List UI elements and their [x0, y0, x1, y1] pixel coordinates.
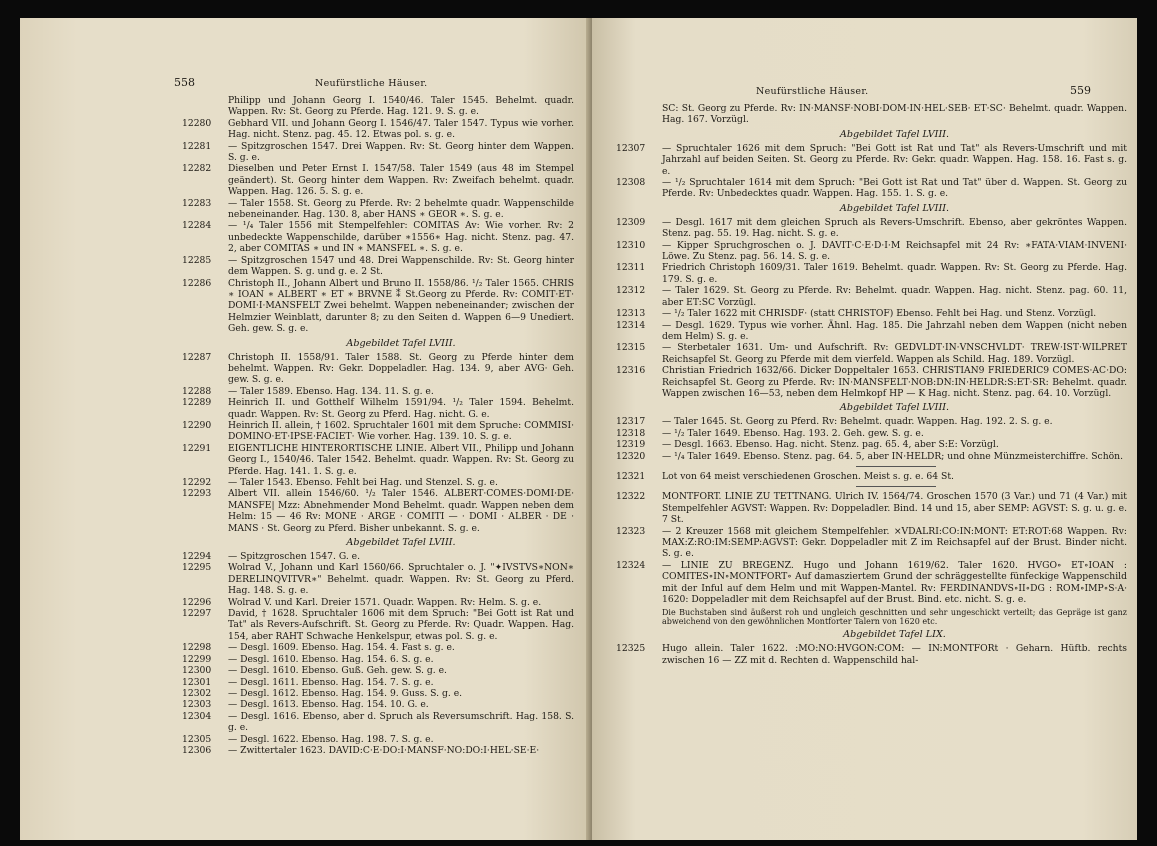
right-running-head: Neufürstliche Häuser. [756, 86, 869, 97]
catalog-entry [182, 141, 574, 164]
catalog-entry [182, 255, 574, 278]
catalog-entry [182, 699, 574, 710]
entry-number: 12289 [182, 397, 212, 409]
entry-number: 12292 [182, 477, 212, 488]
entry-number: 12298 [182, 642, 212, 654]
entry-text: Friedrich Christoph 1609/31. Taler 1619. Behelmt. quadr. Wappen. Rv: St. Georg zu Pferde. Hag. 179. S. g. e. [662, 262, 1127, 285]
right-page-header [616, 76, 1127, 97]
entry-number: 12324 [616, 559, 646, 571]
entry-number: 12296 [182, 596, 212, 608]
entry-number: 12311 [616, 262, 646, 274]
entry-number: 12305 [182, 733, 212, 745]
entry-number: 12314 [616, 319, 646, 331]
entry-number: 12281 [182, 140, 212, 152]
entry-text: — ¹/₂ Taler 1622 mit CHRISDF· (statt CHRISTOF) Ebenso. Fehlt bei Hag. und Stenz. Vorzügl. [662, 308, 1097, 320]
entry-number: 12302 [182, 687, 212, 699]
right-caption-1: Abgebildet Tafel LVIII. [839, 128, 950, 140]
right-entries-group-6 [616, 643, 1127, 666]
catalog-entry [616, 491, 1127, 525]
entry-text: Gebhard VII. und Johann Georg I. 1546/47. Taler 1547. Typus wie vorher. Hag. nicht. Stenz. pag. 45. 12. Etwas pol. s. g. e. [228, 117, 574, 141]
entry-text: — LINIE ZU BREGENZ. Hugo und Johann 1619/62. Taler 1620. HVGO∘ ET∘IOAN : COMITES∘IN∘MONTFORT∘ Auf damasziertem Grund der schräggestellte fünfeckige Wappenschild mit der Inful auf dem Helm und mit Wappen-Mantel. Rv: FERDINANDVS∘II∘DG : ROM∘IMP∘S·A· 1620: Doppeladler mit dem Reichsapfel auf der Brust. Bind. etc. nicht. S. g. e. [662, 559, 1127, 606]
catalog-entry [616, 439, 1127, 450]
entry-text: Christoph II., Johann Albert und Bruno II. 1558/86. ¹/₂ Taler 1565. CHRIS ∗ IOAN ∗ ALBERT ∗ ET ∗ BRVNE ⁑ St.Georg zu Pferde. Rv: COMIT·ET· DOMI·I·MANSFELT Zwei behelmt. Wappen nebeneinander; zwischen der Helmzier Weinblatt, darunter 8; zu den Seiten d. Wappen 6—9 Unediert. Geh. gew. S. g. e. [228, 277, 574, 335]
entry-text: — Desgl. 1629. Typus wie vorher. Ähnl. Hag. 185. Die Jahrzahl neben dem Wappen (nicht neben dem Helm) S. g. e. [662, 319, 1127, 342]
entry-text: — Sterbetaler 1631. Um- und Aufschrift. Rv: GEDVLDT·IN·VNSCHVLDT· TREW·IST·WILPRET Reichsapfel St. Georg zu Pferde mit dem vierfeld. Wappen als Schild. Hag. 189. Vorzügl. [662, 342, 1127, 365]
entry-number: 12310 [616, 239, 646, 251]
entry-number: 12284 [182, 220, 212, 232]
entry-number: 12312 [616, 285, 646, 297]
entry-text: — Desgl. 1610. Ebenso. Hag. 154. 6. S. g. e. [228, 653, 434, 665]
entry-text: — Desgl. 1613. Ebenso. Hag. 154. 10. G. e. [228, 699, 429, 711]
entry-number: 12299 [182, 653, 212, 665]
catalog-entry [616, 643, 1127, 666]
entry-text: — Desgl. 1610. Ebenso. Guß. Geh. gew. S. g. e. [228, 665, 447, 677]
entry-number: 12313 [616, 308, 646, 320]
catalog-entry [616, 526, 1127, 560]
catalog-entry [616, 416, 1127, 427]
entry-text: Heinrich II. und Gotthelf Wilhelm 1591/94. ¹/₂ Taler 1594. Behelmt. quadr. Wappen. Rv: St. Georg zu Pferd. Hag. nicht. G. e. [228, 397, 574, 420]
entry-text: — Taler 1645. St. Georg zu Pferd. Rv: Behelmt. quadr. Wappen. Hag. 192. 2. S. g. e. [662, 416, 1053, 428]
entry-number: 12320 [616, 450, 646, 462]
entry-text: — Zwittertaler 1623. DAVID:C·E·DO:I·MANSF·NO:DO:I·HEL·SE·E· [228, 744, 540, 756]
catalog-entry [616, 320, 1127, 343]
entry-number: 12286 [182, 277, 212, 289]
entry-text: Albert VII. allein 1546/60. ¹/₂ Taler 1546. ALBERT·COMES·DOMI·DE· MANSFE| Mzz: Abnehmender Mond Behelmt. quadr. Wappen neben dem Helm: 15 — 46 Rv: MONE · ARGE · COMITI — · DOMI · ALBER · DE · MANS · St. Georg zu Pferd. Bisher unbekannt. S. g. e. [228, 488, 574, 534]
catalog-entry [182, 420, 574, 443]
entry-number: 12323 [616, 525, 646, 537]
entry-number: 12304 [182, 710, 212, 722]
catalog-entry [182, 711, 574, 734]
catalog-entry [616, 285, 1127, 308]
catalog-entry [616, 451, 1127, 462]
catalog-entry [182, 642, 574, 653]
catalog-entry [182, 163, 574, 197]
entry-number: 12309 [616, 216, 646, 228]
entry-text: EIGENTLICHE HINTERORTISCHE LINIE. Albert VII., Philipp und Johann Georg I., 1540/46. Taler 1542. Behelmt. quadr. Wappen. Rv: St. Georg zu Pferde. Hag. 141. 1. S. g. e. [228, 442, 574, 477]
entry-number: 12303 [182, 699, 212, 711]
entry-text: — Desgl. 1616. Ebenso, aber d. Spruch als Reversumschrift. Hag. 158. S. g. e. [228, 710, 574, 734]
entry-number: 12280 [182, 117, 212, 129]
catalog-entry [616, 143, 1127, 177]
catalog-entry [616, 308, 1127, 319]
entry-number: 12301 [182, 676, 212, 688]
left-entries-group-1 [182, 95, 574, 335]
entry-text: — Taler 1543. Ebenso. Fehlt bei Hag. und Stenzel. S. g. e. [228, 477, 498, 488]
entry-number: 12321 [616, 470, 646, 482]
catalog-entry [182, 562, 574, 596]
entry-number: 12285 [182, 254, 212, 266]
catalog-entry [182, 608, 574, 642]
entry-number: 12282 [182, 163, 212, 175]
catalog-entry [182, 665, 574, 676]
entry-text: — Desgl. 1609. Ebenso. Hag. 154. 4. Fast s. g. e. [228, 642, 455, 654]
entry-text: Heinrich II. allein, † 1602. Spruchtaler 1601 mit dem Spruche: COMMISI· DOMINO·ET·IPSE·FACIET· Wie vorher. Hag. 139. 10. S. g. e. [228, 419, 574, 443]
entry-text: Philipp und Johann Georg I. 1540/46. Taler 1545. Behelmt. quadr. Wappen. Rv: St. Georg zu Pferde. Hag. 121. 9. S. g. e. [228, 95, 574, 118]
entry-text: — Spitzgroschen 1547 und 48. Drei Wappenschilde. Rv: St. Georg hinter dem Wappen. S. g. und g. e. 2 St. [228, 254, 574, 278]
entry-text: David, † 1628. Spruchtaler 1606 mit dem Spruch: "Bei Gott ist Rat und Tat" als Revers-Aufschrift. St. Georg zu Pferde. Rv: Quadr. Wappen. Hag. 154, aber RAHT Schwache Henkelspur, etwas pol. S. g. e. [228, 608, 574, 642]
catalog-entry [182, 118, 574, 141]
entry-text: Lot von 64 meist verschiedenen Groschen. Meist s. g. e. 64 St. [662, 470, 954, 482]
right-entries-group-3 [616, 217, 1127, 400]
entry-text: Dieselben und Peter Ernst I. 1547/58. Taler 1549 (aus 48 im Stempel geändert). St. Georg hinter dem Wappen. Rv: Zweifach behelmt. quadr. Wappen. Hag. 126. 5. S. g. e. [228, 163, 574, 198]
right-caption-3: Abgebildet Tafel LVIII. [839, 402, 950, 414]
section-rule [856, 486, 936, 487]
catalog-entry [182, 677, 574, 688]
lot-entry [616, 471, 1127, 482]
entry-number: 12319 [616, 439, 646, 451]
entry-number: 12290 [182, 419, 212, 431]
entry-number: 12306 [182, 744, 212, 756]
catalog-entry [182, 352, 574, 386]
left-entries-group-3 [182, 551, 574, 756]
catalog-entry [182, 198, 574, 221]
entry-number: 12300 [182, 665, 212, 677]
entry-text: Wolrad V. und Karl. Dreier 1571. Quadr. Wappen. Rv: Helm. S. g. e. [228, 596, 542, 608]
entry-number: 12297 [182, 608, 212, 620]
entry-text: — Spitzgroschen 1547. Drei Wappen. Rv: St. Georg hinter dem Wappen. S. g. e. [228, 140, 574, 164]
catalog-entry [182, 220, 574, 254]
entry-number: 12317 [616, 416, 646, 428]
entry-number [616, 103, 662, 126]
right-entries-group-4 [616, 416, 1127, 462]
entry-text: — Desgl. 1663. Ebenso. Hag. nicht. Stenz. pag. 65. 4, aber S:E: Vorzügl. [662, 439, 999, 451]
left-page-header [174, 76, 574, 89]
entry-text: — Desgl. 1617 mit dem gleichen Spruch als Revers-Umschrift. Ebenso, aber gekröntes Wappen. Stenz. pag. 55. 19. Hag. nicht. S. g. e. [662, 216, 1127, 240]
catalog-entry [182, 654, 574, 665]
entry-number: 12318 [616, 427, 646, 439]
entry-text: MONTFORT. LINIE ZU TETTNANG. Ulrich IV. 1564/74. Groschen 1570 (3 Var.) und 71 (4 Var.) mit Stempelfehler AGVST: Wappen. Rv: Doppeladler. Bind. 14 und 15, aber SEMP: AGVST: S. g. u. g. e. 7 St. [662, 491, 1127, 526]
left-page-number: 558 [174, 76, 195, 89]
right-entries-group-1 [616, 103, 1127, 126]
left-page [20, 18, 592, 840]
entry-text: — Kipper Spruchgroschen o. J. DAVIT·C·E·D·I·M Reichsapfel mit 24 Rv: ∗FATA·VIAM·INVENI· Löwe. Zu Stenz. pag. 56. 14. S. g. e. [662, 239, 1127, 263]
left-caption-2: Abgebildet Tafel LVIII. [346, 537, 456, 549]
entry-text: Christoph II. 1558/91. Taler 1588. St. Georg zu Pferde hinter dem behelmt. Wappen. Rv: Gekr. Doppeladler. Hag. 134. 9, aber AVG· Geh. gew. S. g. e. [228, 351, 574, 386]
right-caption-4: Abgebildet Tafel LIX. [843, 629, 946, 641]
catalog-entry [616, 560, 1127, 606]
catalog-entry [616, 217, 1127, 240]
catalog-entry [182, 477, 574, 488]
catalog-entry [616, 262, 1127, 285]
entry-number: 12291 [182, 442, 212, 454]
entry-text: — Spruchtaler 1626 mit dem Spruch: "Bei Gott ist Rat und Tat" als Revers-Umschrift und mit Jahrzahl auf beiden Seiten. St. Georg zu Pferde. Rv: Gekr. quadr. Wappen. Hag. 158. 16. Fast s. g. e. [662, 142, 1127, 177]
entry-number: 12315 [616, 342, 646, 354]
catalog-entry [182, 443, 574, 477]
entry-text: — Taler 1558. St. Georg zu Pferde. Rv: 2 behelmte quadr. Wappenschilde nebeneinander. Hag. 130. 8, aber HANS ∗ GEOR ∗. S. g. e. [228, 197, 574, 221]
footnote: Die Buchstaben sind äußerst roh und ungleich geschnitten und sehr ungeschickt verteilt; das Gepräge ist ganz abweichend von den gewöhnlichen Montforter Talern von 1620 etc. [662, 608, 1127, 627]
catalog-entry [182, 734, 574, 745]
catalog-entry [182, 551, 574, 562]
entry-text: — ¹/₄ Taler 1649. Ebenso. Stenz. pag. 64. 5, aber IN·HELDR; und ohne Münzmeisterchiffre. Schön. [662, 450, 1123, 462]
catalog-entry [616, 103, 1127, 126]
entry-text: — Taler 1629. St. Georg zu Pferde. Rv: Behelmt. quadr. Wappen. Hag. nicht. Stenz. pag. 60. 11, aber ET:SC Vorzügl. [662, 285, 1127, 308]
right-page [592, 18, 1137, 840]
section-rule [856, 466, 936, 467]
catalog-entry [182, 386, 574, 397]
entry-text: — ¹/₄ Taler 1556 mit Stempelfehler: COMITAS Av: Wie vorher. Rv: 2 unbedeckte Wappenschilde, darüber ∗1556∗ Hag. nicht. Stenz. pag. 47. 2, aber COMITAS ∗ und IN ∗ MANSFEL ∗. S. g. e. [228, 220, 574, 255]
right-entries-group-5 [616, 491, 1127, 605]
entry-number: 12283 [182, 197, 212, 209]
entry-number: 12316 [616, 365, 646, 377]
entry-number: 12322 [616, 491, 646, 503]
entry-text: Hugo allein. Taler 1622. :MO:NO:HVGON:COM: — IN:MONTFORt · Geharn. Hüftb. rechts zwischen 16 — ZZ mit d. Rechten d. Wappenschild hal- [662, 643, 1127, 666]
entry-number: 12294 [182, 551, 212, 563]
entry-number: 12308 [616, 177, 646, 189]
catalog-entry [182, 488, 574, 534]
catalog-entry [616, 177, 1127, 200]
entry-number: 12293 [182, 488, 212, 500]
catalog-entry [616, 471, 1127, 482]
right-entries-group-2 [616, 143, 1127, 200]
left-entries-group-2 [182, 352, 574, 535]
entry-text: — ¹/₂ Taler 1649. Ebenso. Hag. 193. 2. Geh. gew. S. g. e. [662, 427, 924, 439]
entry-text: — Desgl. 1612. Ebenso. Hag. 154. 9. Guss. S. g. e. [228, 687, 463, 699]
entry-number: 12307 [616, 142, 646, 154]
catalog-entry [182, 397, 574, 420]
catalog-entry [616, 365, 1127, 399]
catalog-entry [616, 428, 1127, 439]
right-page-number: 559 [1070, 84, 1091, 97]
catalog-entry [182, 597, 574, 608]
catalog-entry [182, 95, 574, 118]
right-caption-2: Abgebildet Tafel LVIII. [839, 202, 950, 214]
entry-text: — Taler 1589. Ebenso. Hag. 134. 11. S. g. e. [228, 385, 434, 397]
entry-number: 12295 [182, 562, 212, 574]
entry-number: 12288 [182, 385, 212, 397]
entry-text: SC: St. Georg zu Pferde. Rv: IN·MANSF·NOBI·DOM·IN·HEL·SEB· ET·SC· Behelmt. quadr. Wappen. Hag. 167. Vorzügl. [662, 103, 1127, 126]
entry-number: 12287 [182, 351, 212, 363]
entry-text: Wolrad V., Johann und Karl 1560/66. Spruchtaler o. J. "✦IVSTVS∗NON∗ DERELINQVITVR∗" Behelmt. quadr. Wappen. Rv: St. Georg zu Pferd. Hag. 148. S. g. e. [228, 562, 574, 597]
entry-text: — Desgl. 1611. Ebenso. Hag. 154. 7. S. g. e. [228, 676, 434, 688]
entry-text: — 2 Kreuzer 1568 mit gleichem Stempelfehler. ×VDALRI:CO:IN:MONT: ET:ROT:68 Wappen. Rv: MAX:Z:RO:IM:SEMP:AGVST: Gekr. Doppeladler mit Z im Reichsapfel auf der Brust. Binder nicht. S. g. e. [662, 525, 1127, 560]
left-running-head: Neufürstliche Häuser. [315, 78, 428, 89]
entry-text: — ¹/₂ Spruchtaler 1614 mit dem Spruch: "Bei Gott ist Rat und Tat" über d. Wappen. St. Georg zu Pferde. Rv: Unbedecktes quadr. Wappen. Hag. 155. 1. S. g. e. [662, 177, 1127, 200]
entry-text: — Desgl. 1622. Ebenso. Hag. 198. 7. S. g. e. [228, 733, 434, 745]
catalog-entry [616, 240, 1127, 263]
entry-text: Christian Friedrich 1632/66. Dicker Doppeltaler 1653. CHRISTIAN9 FRIEDERIC9 COMES·AC·DO: Reichsapfel St. Georg zu Pferde. Rv: IN·MANSFELT·NOB:DN:IN·HELDR:S:ET·SR: Behelmt. quadr. Wappen zwischen 16—53, neben dem Helmkopf HP — K Hag. nicht. Stenz. pag. 64. 10. Vorzügl. [662, 365, 1127, 399]
catalog-entry [182, 688, 574, 699]
entry-number [182, 95, 228, 118]
left-caption-1: Abgebildet Tafel LVIII. [346, 337, 456, 349]
catalog-entry [616, 342, 1127, 365]
catalog-entry [182, 278, 574, 335]
entry-text: — Spitzgroschen 1547. G. e. [228, 551, 361, 563]
catalog-entry [182, 745, 574, 756]
entry-number: 12325 [616, 643, 646, 655]
